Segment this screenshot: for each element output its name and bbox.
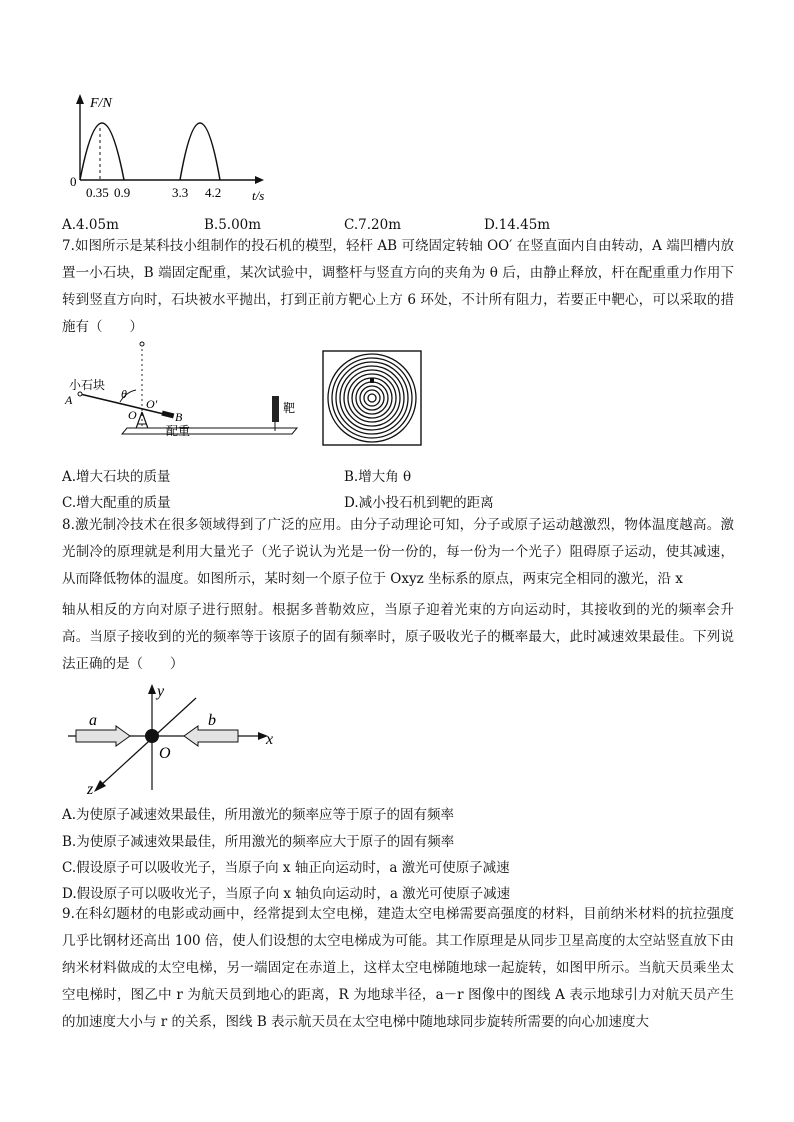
q8-stem-part1: 8.激光制冷技术在很多领域得到了广泛的应用。由分子动理论可知，分子或原子运动越激烈，物体温度越高。激光制冷的原理就是利用大量光子（光子说认为光是一份一份的，每一份为一个光子）阻碍原子运动，使其减速，从而降低物体的温度。如图所示，某时刻一个原子位于 Oxyz 坐标系的原点，两束完全相同的激光，沿 x bbox=[62, 517, 734, 587]
point-b-label: B bbox=[175, 410, 183, 424]
target-rings-figure bbox=[322, 350, 422, 446]
q9-stem: 9.在科幻题材的电影或动画中，经常提到太空电梯，建造太空电梯需要高强度的材料，目前纳米材料的抗拉强度几乎比钢材还高出 100 倍，使人们设想的太空电梯成为可能。其工作原理是从同步卫星高度的太空站竖直放下由纳米材料做成的太空电梯，另一端固定在赤道上，这样太空电梯随地球一起旋转，如图甲所示。当航天员乘坐太空电梯时，图乙中 r 为航天员到地心的距离，R 为地球半径，a－r 图像中的图线 A 表示地球引力对航天员产生的加速度大小与 r 的关系，图线 B 表示航天员在太空电梯中随地球同步旋转所需要的向心加速度大 bbox=[62, 906, 734, 1030]
y-axis-label: F/N bbox=[90, 96, 112, 111]
o-label: O bbox=[128, 408, 137, 422]
x-axis-label: x bbox=[266, 731, 274, 748]
tick-label: 3.3 bbox=[172, 185, 189, 200]
laser-a-label: a bbox=[89, 712, 97, 729]
q6-option-b[interactable]: B.5.00m bbox=[204, 217, 262, 233]
laser-b-label: b bbox=[208, 712, 216, 729]
q7-option-c[interactable]: C.增大配重的质量 bbox=[62, 495, 171, 511]
origin-label: O bbox=[159, 745, 171, 762]
q6-option-d[interactable]: D.14.45m bbox=[484, 217, 551, 233]
y-axis-label: y bbox=[157, 683, 165, 700]
q8-option-d[interactable]: D.假设原子可以吸收光子，当原子向 x 轴负向运动时，a 激光可使原子减速 bbox=[62, 886, 511, 902]
tick-label: 0.35 bbox=[86, 185, 109, 200]
stone-label: 小石块 bbox=[69, 378, 106, 392]
q7-option-b[interactable]: B.增大角 θ bbox=[344, 469, 412, 485]
tick-label: 4.2 bbox=[205, 185, 222, 200]
z-axis-label: z bbox=[87, 781, 94, 798]
force-time-graph bbox=[60, 88, 280, 210]
origin-label: 0 bbox=[70, 174, 77, 189]
weight-label: 配重 bbox=[166, 424, 191, 438]
trebuchet-figure bbox=[62, 340, 302, 440]
q8-stem-part2: 轴从相反的方向对原子进行照射。根据多普勒效应，当原子迎着光束的方向运动时，其接收到的光的频率会升高。当原子接收到的光的频率等于该原子的固有频率时，原子吸收光子的概率最大，此时减速效果最佳。下列说法正确的是（ ） bbox=[62, 602, 734, 672]
q7-option-a[interactable]: A.增大石块的质量 bbox=[62, 469, 171, 485]
q8-option-a[interactable]: A.为使原子减速效果最佳，所用激光的频率应等于原子的固有频率 bbox=[62, 807, 455, 823]
target-label: 靶 bbox=[283, 401, 296, 415]
laser-cooling-figure bbox=[62, 682, 292, 798]
q6-option-a[interactable]: A.4.05m bbox=[62, 217, 119, 233]
o-prime-label: O′ bbox=[146, 397, 158, 411]
theta-label: θ bbox=[121, 387, 127, 401]
x-axis-label: t/s bbox=[252, 188, 265, 203]
q8-option-c[interactable]: C.假设原子可以吸收光子，当原子向 x 轴正向运动时，a 激光可使原子减速 bbox=[62, 860, 510, 876]
point-a-label: A bbox=[65, 393, 73, 407]
tick-label: 0.9 bbox=[114, 185, 131, 200]
q8-option-b[interactable]: B.为使原子减速效果最佳，所用激光的频率应大于原子的固有频率 bbox=[62, 834, 455, 850]
q6-option-c[interactable]: C.7.20m bbox=[344, 217, 401, 233]
q7-option-d[interactable]: D.减小投石机到靶的距离 bbox=[344, 495, 494, 511]
q7-stem: 7.如图所示是某科技小组制作的投石机的模型，轻杆 AB 可绕固定转轴 OO′ 在竖直面内自由转动，A 端凹槽内放置一小石块，B 端固定配重，某次试验中，调整杆与竖直方向的夹角为 θ 后，由静止释放，杆在配重重力作用下转到竖直方向时，石块被水平抛出，打到正前方靶心上方 6 环处，不计所有阻力，若要正中靶心，可以采取的措施有（ ） bbox=[62, 238, 734, 335]
